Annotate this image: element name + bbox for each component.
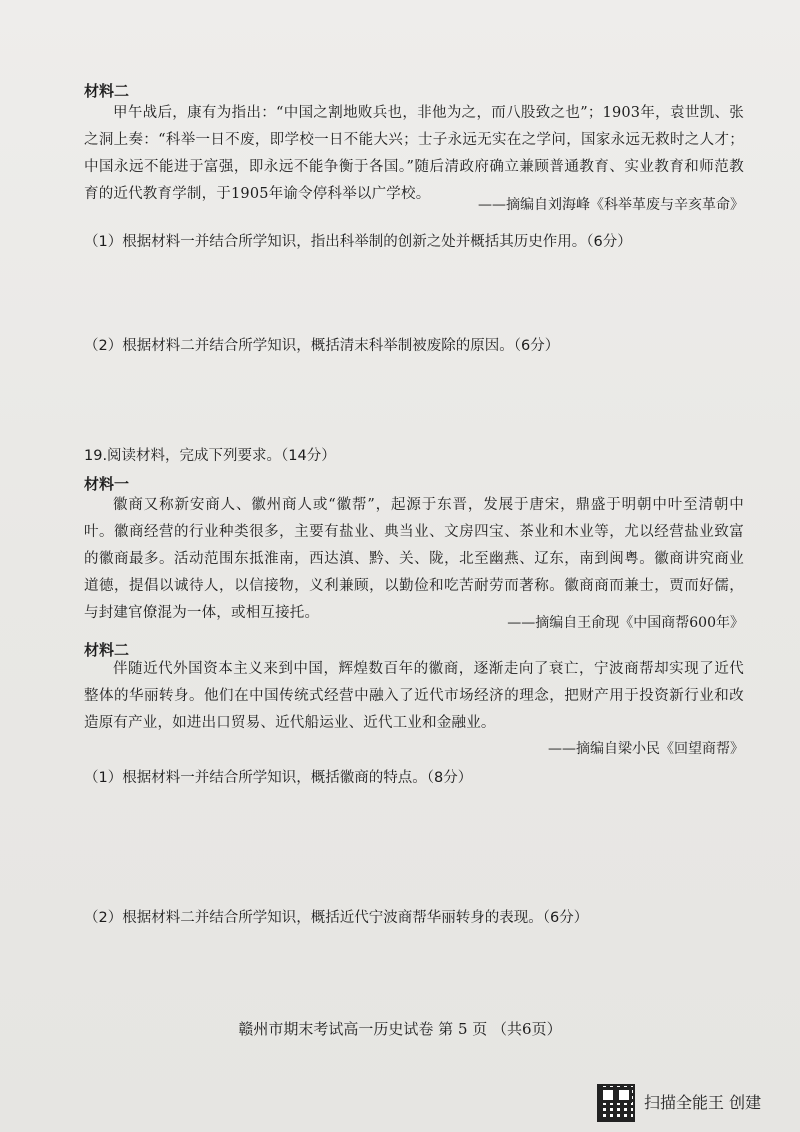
q19-material2-heading: 材料二 (84, 641, 130, 659)
qr-code-icon (597, 1084, 635, 1122)
material2-paragraph: 甲午战后，康有为指出：“中国之割地败兵也，非他为之，而八股致之也”；1903年，袁世凯、张之洞上奏：“科举一日不废，即学校一日不能大兴；士子永远无实在之学问，国家永远无救时之人才；中国永远不能进于富强，即永远不能争衡于各国。”随后清政府确立兼顾普通教育、实业教育和师范教育的近代教育学制，于1905年谕令停科举以广学校。 (84, 105, 744, 202)
q19-material1-paragraph: 徽商又称新安商人、徽州商人或“徽帮”，起源于东晋，发展于唐宋，鼎盛于明朝中叶至清朝中叶。徽商经营的行业种类很多，主要有盐业、典当业、文房四宝、茶业和木业等，尤以经营盐业致富的徽商最多。活动范围东抵淮南，西达滇、黔、关、陇，北至幽燕、辽东，南到闽粤。徽商讲究商业道德，提倡以诚待人，以信接物，义利兼顾，以勤俭和吃苦耐劳而著称。徽商商而兼士，贾而好儒，与封建官僚混为一体，或相互接托。 (84, 497, 744, 621)
q19-material2-source: ——摘编自梁小民《回望商帮》 (548, 741, 744, 757)
question-18-2: （2）根据材料二并结合所学知识，概括清末科举制被废除的原因。（6分） (84, 338, 560, 354)
question-19-title: 19.阅读材料，完成下列要求。（14分） (84, 448, 336, 464)
material2-heading: 材料二 (84, 82, 130, 100)
q19-material1-source: ——摘编自王俞现《中国商帮600年》 (507, 615, 744, 631)
question-19-1: （1）根据材料一并结合所学知识，概括徽商的特点。（8分） (84, 770, 473, 786)
q19-material2-paragraph: 伴随近代外国资本主义来到中国，辉煌数百年的徽商，逐渐走向了衰亡，宁波商帮却实现了近代整体的华丽转身。他们在中国传统式经营中融入了近代市场经济的理念，把财产用于投资新行业和改造原有产业，如进出口贸易、近代船运业、近代工业和金融业。 (84, 661, 744, 731)
question-19-2: （2）根据材料二并结合所学知识，概括近代宁波商帮华丽转身的表现。（6分） (84, 910, 589, 926)
material2-source: ——摘编自刘海峰《科举革废与辛亥革命》 (478, 197, 744, 213)
question-18-1: （1）根据材料一并结合所学知识，指出科举制的创新之处并概括其历史作用。（6分） (84, 234, 632, 250)
scanner-watermark: 扫描全能王 创建 (644, 1093, 762, 1112)
q19-material1-heading: 材料一 (84, 475, 130, 493)
page-footer: 赣州市期末考试高一历史试卷 第 5 页 （共6页） (238, 1020, 562, 1038)
